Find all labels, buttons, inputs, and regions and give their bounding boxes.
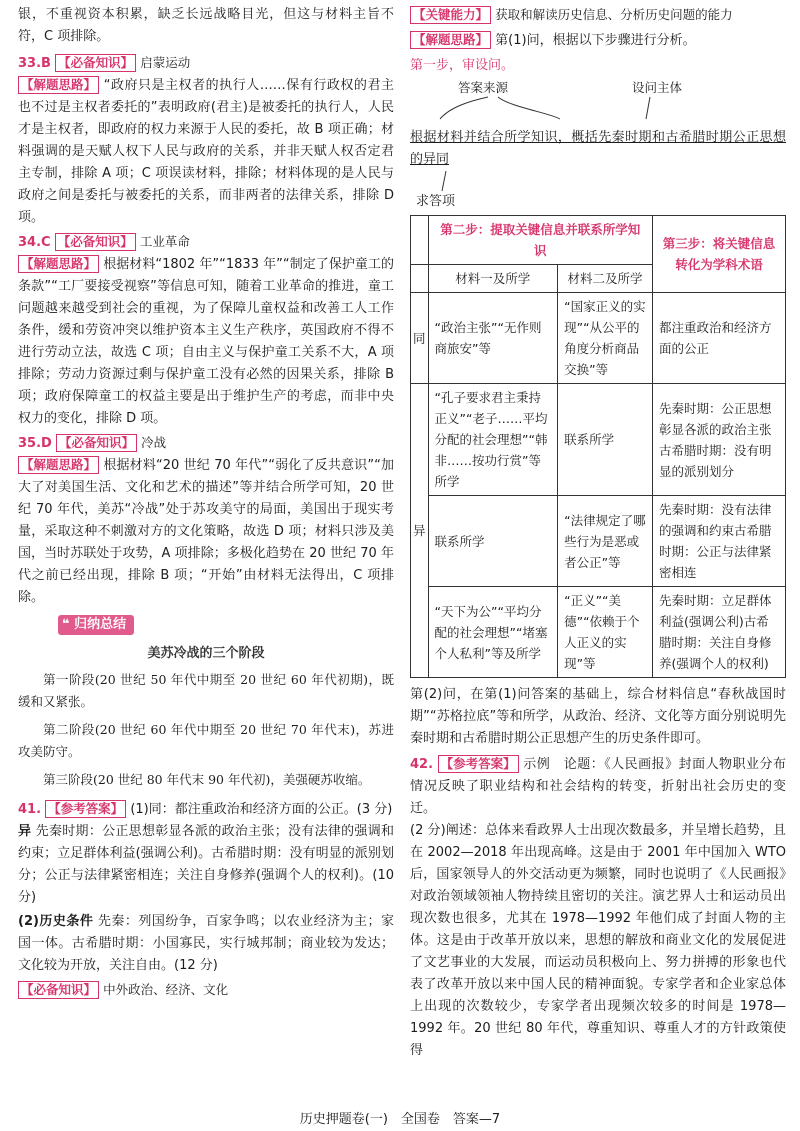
q41-knowledge: [18, 979, 394, 1002]
q2-note: 第(2)问，在第(1)问答案的基础上，综合材料信息“春秋战国时期”“苏格拉底”等和所学，从政治、经济、文化等方面分别说明先秦时期和古希腊时期公正思想产生的历史条件即可。: [410, 687, 786, 746]
q34-header: [18, 231, 394, 254]
q41-diff: [18, 821, 394, 909]
table-col1-head: 材料一及所学: [428, 265, 558, 293]
cell-r4-c1: “天下为公”“平均分配的社会理想”“堵塞个人私利”等及所学: [428, 587, 558, 678]
q41-diff-body: 先秦时期：公正思想彰显各派的政治主张；没有法律的强调和约束；立足群体利益(强调公利)。古希腊时期：没有明显的派别划分；公正与法律紧密相连；关注自身修养(强调个人的权利)。(10 分): [18, 824, 394, 905]
summary-stage-3: 第三阶段(20 世纪 80 年代末 90 年代初)，美强硬苏收缩。: [43, 772, 371, 787]
q42-tag: 【参考答案】: [438, 755, 519, 773]
cell-r2-c2: 联系所学: [558, 384, 653, 496]
q41-conditions: [18, 911, 394, 977]
q33-body: “政府只是主权者的执行人……保有行政权的君主也不过是主权者委托的”表明政府(君主)是被委托的执行人，人民才是主权者，即政府的权力来源于人民的委托，故 B 项正确；材料强调的是天赋人权下人民与政府的关系，并非天赋人权否定君主专制，排除 A 项；C 项误读材料，排除；材料体现的是人民与政府之间是委托与被委托的关系，而非两者的法律关系，排除 D 项。: [18, 78, 394, 225]
table-head-step3: 第三步：将关键信息转化为学科术语: [653, 216, 786, 293]
cell-r4-c3: 先秦时期：立足群体利益(强调公利)古希腊时期：关注自身修养(强调个人的权利): [653, 587, 786, 678]
approach-line: [410, 30, 786, 52]
cell-r3-c1: 联系所学: [428, 496, 558, 587]
table-corner-2: [411, 265, 429, 293]
cell-r2-c1: “孔子要求君主秉持正义”“老子……平均分配的社会理想”“韩非……按功行赏”等所学: [428, 384, 558, 496]
q33-number: 33.B: [18, 56, 51, 71]
q41-knowledge-topic: 中外政治、经济、文化: [103, 982, 229, 997]
cell-r3-c2: “法律规定了哪些行为是恶或者公正”等: [558, 496, 653, 587]
summary-stage-1: 第一阶段(20 世纪 50 年代中期至 20 世纪 60 年代初期)，既缓和又紧张。: [18, 672, 394, 709]
q33-label: 【解题思路】: [18, 76, 99, 94]
approach-text: 第(1)问，根据以下步骤进行分析。: [495, 33, 696, 48]
step1-heading: 第一步，审设问。: [410, 58, 515, 73]
row-label-same: 同: [411, 293, 429, 384]
q34-label: 【解题思路】: [18, 255, 99, 273]
q42-answer: [410, 754, 786, 820]
q34-tag: 【必备知识】: [55, 233, 136, 251]
row-label-diff: 异: [411, 384, 429, 678]
q41-diff-label: 异: [18, 824, 32, 839]
summary-box: [18, 609, 394, 791]
ann-item-row: [410, 171, 786, 215]
ability-tag: 【关键能力】: [410, 6, 491, 24]
table-header-row: [411, 216, 786, 265]
ann-source: 答案来源: [458, 80, 509, 95]
q41-number: 41.: [18, 802, 42, 817]
q42-body: (2 分)阐述：总体来看政界人士出现次数最多，并呈增长趋势，且在 2002—2018 年出现高峰。这是由于 2001 年中国加入 WTO 后，国家领导人的外交活动更为频繁，同时也说明了《人民画报》对政治领域领袖人物持续且密切的关注。演艺界人士和运动员出现次数也很多，尤其在 1978—1992 年他们成了封面人物的主体。这是由于改革开放以来，思想的解放和商业文化的发展促进了文艺事业的大发展，而运动员积极向上、努力拼搏的形象也代表了改革开放以来中国人民的精神面貌。专家学者和企业家总体上出现的次数较少，专家学者出现频次较多的时间是 1978—1992 年。20 世纪 80 年代，尊重知识、尊重人才的方针政策使得: [410, 823, 786, 1058]
summary-badge: ❝ 归纳总结: [58, 615, 134, 635]
table-corner: [411, 216, 429, 265]
q35-topic: 冷战: [141, 435, 167, 450]
annotation-arrows: [410, 77, 786, 135]
q33-header: [18, 52, 394, 75]
ann-item: 求答项: [416, 194, 456, 209]
summary-stage-2: 第二阶段(20 世纪 60 年代中期至 20 世纪 70 年代末)，苏进攻美防守。: [18, 722, 394, 759]
q34-body: 根据材料“1802 年”“1833 年”“制定了保护童工的条款”“工厂要接受视察”等信息可知，随着工业革命的推进，童工问题越来越受到社会的重视，为了保障儿童权益和改善工人工作条件，缓和劳资冲突以维护资本主义生产秩序，英国政府不得不进行劳动立法，故选 C 项；自由主义与保护童工关系不大，A 项排除；劳动力资源过剩与保护童工没有必然的因果关系，排除 B 项；政府保障童工的权益主要是出于维护生产的考虑，而非中央权力的变化，排除 D 项。: [18, 257, 395, 426]
q33-tag: 【必备知识】: [55, 54, 136, 72]
approach-tag: 【解题思路】: [410, 31, 491, 49]
table-col2-head: 材料二及所学: [558, 265, 653, 293]
summary-title: 美苏冷战的三个阶段: [147, 646, 265, 661]
q41-conditions-body: 先秦：列国纷争，百家争鸣；以农业经济为主；家国一体。古希腊时期：小国寡民，实行城邦制；商业较为发达；文化较为开放，关注自由。(12 分): [18, 914, 394, 973]
q41-knowledge-tag: 【必备知识】: [18, 981, 99, 999]
q41-tag: 【参考答案】: [45, 800, 126, 818]
intro-paragraph: 银，不重视资本积累，缺乏长远战略目光，但这与材料主旨不符，C 项排除。: [18, 7, 394, 44]
ann-subject: 设问主体: [632, 80, 683, 95]
page-footer: 历史押题卷(一) 全国卷 答案—7: [299, 1112, 501, 1127]
q35-number: 35.D: [18, 436, 52, 451]
analysis-table: [410, 215, 786, 678]
q34-number: 34.C: [18, 235, 51, 250]
q34-analysis: [18, 254, 394, 430]
ann-item-arrow: [416, 171, 476, 193]
q41-ans1: (1)同：都注重政治和经济方面的公正。(3 分): [130, 802, 393, 817]
ability-line: [410, 4, 786, 27]
q34-topic: 工业革命: [139, 234, 190, 249]
q42-lead: 示例 论题：《人民画报》封面人物职业分布情况反映了职业结构和社会结构的转变，折射出社会历史的变迁。: [410, 757, 786, 816]
summary-icon: ❝: [62, 617, 75, 632]
right-column: [410, 0, 786, 1062]
q35-analysis: [18, 455, 394, 609]
question-annotation: [410, 77, 786, 135]
q35-body: 根据材料“20 世纪 70 年代”“弱化了反共意识”“加大了对美国生活、文化和艺术的描述”等并结合所学可知，20 世纪 70 年代，美苏“冷战”处于苏攻美守的局面，美国出于现实考量，采取这种不刺激对方的文化策略，故选 D 项；材料只涉及美国，当时苏联处于攻势，A 项排除；多极化趋势在 20 世纪 70 年代之前已经出现，排除 B 项；“开始”由材料无法得出，C 项排除。: [18, 458, 394, 605]
ability-text: 获取和解读历史信息、分析历史问题的能力: [495, 7, 733, 22]
cell-r1-c2: “国家正义的实现”“从公平的角度分析商品交换”等: [558, 293, 653, 384]
cell-r2-c3: 先秦时期：公正思想彰显各派的政治主张古希腊时期：没有明显的派别划分: [653, 384, 786, 496]
table-head-step2: 第二步：提取关键信息并联系所学知识: [428, 216, 652, 265]
q35-tag: 【必备知识】: [56, 434, 137, 452]
table-row: [411, 587, 786, 678]
q33-topic: 启蒙运动: [140, 55, 191, 70]
left-column: [18, 0, 394, 1002]
q35-header: [18, 432, 394, 455]
table-row: [411, 496, 786, 587]
cell-r1-c3: 都注重政治和经济方面的公正: [653, 293, 786, 384]
cell-r4-c2: “正义”“美德”“依赖于个人正义的实现”等: [558, 587, 653, 678]
table-row: [411, 384, 786, 496]
table-row: [411, 293, 786, 384]
q41-conditions-label: (2)历史条件: [18, 914, 94, 929]
analysis-question: 根据材料并结合所学知识，概括先秦时期和古希腊时期公正思想的异同: [410, 130, 786, 167]
q42-number: 42.: [410, 757, 434, 772]
q33-analysis: [18, 75, 394, 229]
cell-r1-c1: “政治主张”“无作则商旅安”等: [428, 293, 558, 384]
q35-label: 【解题思路】: [18, 456, 99, 474]
cell-r3-c3: 先秦时期：没有法律的强调和约束古希腊时期：公正与法律紧密相连: [653, 496, 786, 587]
q41-header: [18, 799, 394, 821]
